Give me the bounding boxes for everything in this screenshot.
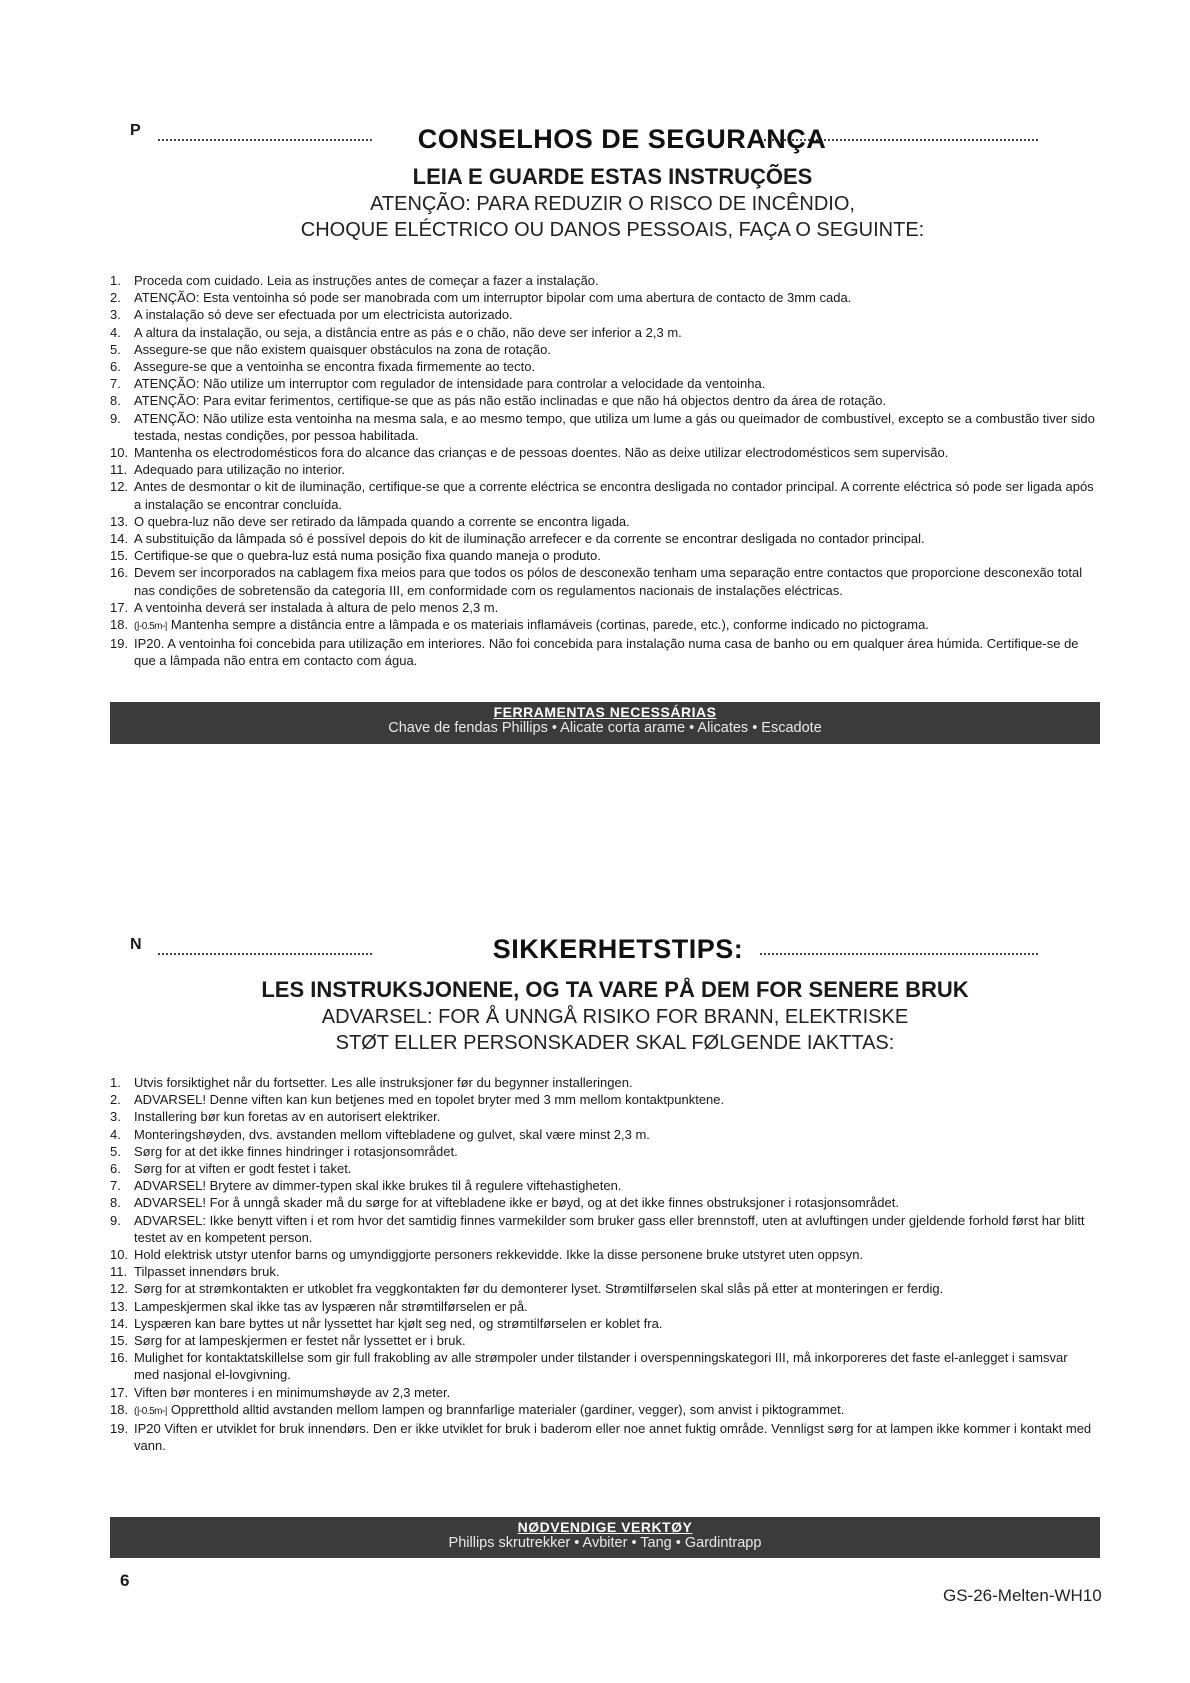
item-number: 14. — [110, 531, 129, 547]
warning-line-2: STØT ELLER PERSONSKADER SKAL FØLGENDE IAKTTAS: — [335, 1032, 895, 1054]
item-number: 16. — [110, 1350, 129, 1366]
item-text: ADVARSEL: Ikke benytt viften i et rom hvor det samtidig finnes varmekilder som bruker gass eller brennstoff, uten at avluftingen under gjeldende forhold først har blitt testet av en kompetent person. — [134, 1212, 1085, 1245]
tools-list: Phillips skrutrekker • Avbiter • Tang • Gardintrapp — [448, 1535, 762, 1551]
item-text: Sørg for at lampeskjermen er festet når lyssettet er i bruk. — [134, 1333, 466, 1349]
item-number: 18. — [110, 617, 129, 633]
tools-title: FERRAMENTAS NECESSÁRIAS — [493, 704, 717, 720]
list-item — [110, 1298, 1095, 1315]
item-number: 4. — [110, 324, 121, 340]
distance-pictogram-icon: (|-0.5m-| — [134, 1405, 167, 1417]
item-number: 14. — [110, 1315, 129, 1331]
section-title-pt: CONSELHOS DE SEGURANÇA — [417, 124, 827, 154]
distance-pictogram-icon: (|-0.5m-| — [134, 621, 167, 633]
item-text: ATENÇÃO: Esta ventoinha só pode ser manobrada com um interruptor bipolar com uma abertura de contacto de 3mm cada. — [134, 290, 852, 306]
language-code-pt: P — [130, 122, 141, 139]
item-text: IP20. A ventoinha foi concebida para utilização em interiores. Não foi concebida para instalação numa casa de banho ou em qualquer área húmida. Certifique-se de que a lâmpada não entra em contacto com água. — [134, 636, 1079, 669]
item-number: 12. — [110, 1281, 129, 1297]
item-number: 10. — [110, 445, 129, 461]
item-number: 3. — [110, 1109, 121, 1125]
list-item — [110, 1263, 1095, 1280]
list-item — [110, 306, 1095, 323]
document-code: GS-26-Melten-WH10 — [943, 1586, 1102, 1605]
item-number: 16. — [110, 565, 129, 581]
tools-bar-pt — [110, 702, 1100, 744]
list-item — [110, 375, 1095, 392]
warning-line-2: CHOQUE ELÉCTRICO OU DANOS PESSOAIS, FAÇA O SEGUINTE: — [300, 219, 925, 241]
item-text: Tilpasset innendørs bruk. — [134, 1264, 280, 1280]
item-text: Mulighet for kontaktatskillelse som gir full frakobling av alle strømpoler under tilstander i overspenningskategori III, må inkorporeres det faste el-anlegget i samsvar med nasjonal el-lovgivning. — [134, 1350, 1068, 1383]
list-item — [110, 1160, 1095, 1177]
list-item — [110, 1194, 1095, 1211]
section-title-no: SIKKERHETSTIPS: — [492, 934, 744, 964]
item-text: Sørg for at strømkontakten er utkoblet fra veggkontakten før du demonterer lyset. Strømtilførselen skal slås på etter at monteringen er ferdig. — [134, 1281, 944, 1297]
list-item — [110, 1143, 1095, 1160]
list-item — [110, 513, 1095, 530]
item-text: Adequado para utilização no interior. — [134, 462, 346, 478]
list-item — [110, 1280, 1095, 1297]
item-number: 6. — [110, 1161, 121, 1177]
item-text: Installering bør kun foretas av en autorisert elektriker. — [134, 1109, 441, 1125]
list-item — [110, 547, 1095, 564]
item-text: Lampeskjermen skal ikke tas av lyspæren når strømtilførselen er på. — [134, 1298, 528, 1314]
list-item — [110, 289, 1095, 306]
safety-list-pt — [110, 272, 1095, 670]
item-number: 15. — [110, 1333, 129, 1349]
item-text: ATENÇÃO: Não utilize esta ventoinha na mesma sala, e ao mesmo tempo, que utiliza um lume a gás ou queimador de combustível, excepto se a combustão tiver sido testada, nestas condições, por pessoa habilitada. — [134, 410, 1095, 443]
language-code-no: N — [130, 936, 142, 953]
item-number: 19. — [110, 636, 129, 652]
list-item — [110, 616, 1095, 635]
item-text: A instalação só deve ser efectuada por um electricista autorizado. — [134, 307, 513, 323]
item-number: 10. — [110, 1247, 129, 1263]
item-text: A altura da instalação, ou seja, a distância entre as pás e o chão, não deve ser inferior a 2,3 m. — [134, 324, 682, 340]
subtitle: LES INSTRUKSJONENE, OG TA VARE PÅ DEM FOR SENERE BRUK — [261, 977, 969, 1002]
item-number: 4. — [110, 1126, 121, 1142]
page-number: 6 — [120, 1571, 130, 1590]
item-text: ADVARSEL! Denne viften kan kun betjenes med en topolet bryter med 3 mm mellom kontaktpunktene. — [134, 1092, 725, 1108]
list-item — [110, 1349, 1095, 1383]
list-item — [110, 1108, 1095, 1125]
item-number: 7. — [110, 376, 121, 392]
tools-bar-no — [110, 1517, 1100, 1558]
item-number: 8. — [110, 1195, 121, 1211]
item-text: ATENÇÃO: Para evitar ferimentos, certifique-se que as pás não estão inclinadas e que não há objectos dentro da área de rotação. — [134, 393, 887, 409]
subheading-no — [0, 976, 1190, 1056]
list-item — [110, 635, 1095, 669]
item-number: 11. — [110, 462, 128, 478]
list-item — [110, 1212, 1095, 1246]
list-item — [110, 1091, 1095, 1108]
item-number: 17. — [110, 1384, 129, 1400]
list-item — [110, 358, 1095, 375]
item-text: O quebra-luz não deve ser retirado da lâmpada quando a corrente se encontra ligada. — [134, 513, 630, 529]
list-item — [110, 1177, 1095, 1194]
item-text: A ventoinha deverá ser instalada à altura de pelo menos 2,3 m. — [134, 599, 499, 615]
item-text: ATENÇÃO: Não utilize um interruptor com regulador de intensidade para controlar a velocidade da ventoinha. — [134, 376, 766, 392]
item-text: Assegure-se que a ventoinha se encontra fixada firmemente ao tecto. — [134, 359, 536, 375]
item-number: 1. — [110, 1075, 121, 1090]
item-text: Lyspæren kan bare byttes ut når lyssettet har kjølt seg ned, og strømtilførselen er koblet fra. — [134, 1315, 663, 1331]
tools-list: Chave de fendas Phillips • Alicate corta arame • Alicates • Escadote — [388, 720, 822, 736]
list-item — [110, 410, 1095, 444]
item-number: 3. — [110, 307, 121, 323]
item-text: Utvis forsiktighet når du fortsetter. Les alle instruksjoner før du begynner installeringen. — [134, 1075, 633, 1090]
warning-line-1: ATENÇÃO: PARA REDUZIR O RISCO DE INCÊNDIO, — [370, 193, 855, 215]
list-item — [110, 1315, 1095, 1332]
item-text: A substituição da lâmpada só é possível depois do kit de iluminação arrefecer e da corrente se encontrar desligada no contador principal. — [134, 531, 925, 547]
item-text: Oppretthold alltid avstanden mellom lampen og brannfarlige materialer (gardiner, vegger), som anvist i piktogrammet. — [170, 1401, 845, 1417]
safety-list-no — [110, 1074, 1095, 1454]
item-text: Sørg for at viften er godt festet i taket. — [134, 1161, 352, 1177]
item-number: 18. — [110, 1401, 129, 1417]
item-number: 12. — [110, 479, 129, 495]
list-item — [110, 1332, 1095, 1349]
item-text: Mantenha os electrodomésticos fora do alcance das crianças e de pessoas doentes. Não as deixe utilizar electrodomésticos sem supervisão. — [134, 445, 949, 461]
warning-line-1: ADVARSEL: FOR Å UNNGÅ RISIKO FOR BRANN, ELEKTRISKE — [321, 1006, 909, 1028]
item-text: Proceda com cuidado. Leia as instruções antes de começar a fazer a instalação. — [134, 273, 599, 288]
item-number: 9. — [110, 1212, 121, 1228]
list-item — [110, 564, 1095, 598]
item-text: IP20 Viften er utviklet for bruk innendørs. Den er ikke utviklet for bruk i baderom eller noe annet fuktig område. Vennligst sørg for at lampen ikke kommer i kontakt med vann. — [134, 1421, 1092, 1454]
item-number: 5. — [110, 341, 121, 357]
item-number: 2. — [110, 1092, 121, 1108]
item-text: Assegure-se que não existem quaisquer obstáculos na zona de rotação. — [134, 341, 551, 357]
item-number: 7. — [110, 1178, 121, 1194]
list-item — [110, 392, 1095, 409]
item-text: Antes de desmontar o kit de iluminação, certifique-se que a corrente eléctrica se encontra desligada no contador principal. A corrente eléctrica só pode ser ligada após a instalação se encontrar concluída. — [134, 479, 1094, 512]
list-item — [110, 1401, 1095, 1420]
subheading-pt — [0, 163, 1190, 243]
item-text: Monteringshøyden, dvs. avstanden mellom viftebladene og gulvet, skal være minst 2,3 m. — [134, 1126, 650, 1142]
list-item — [110, 1384, 1095, 1401]
item-number: 1. — [110, 273, 121, 288]
item-number: 13. — [110, 513, 129, 529]
item-number: 17. — [110, 599, 129, 615]
list-item — [110, 1074, 1095, 1091]
item-text: Devem ser incorporados na cablagem fixa meios para que todos os pólos de desconexão tenham uma separação entre contactos que proporcione desconexão total nas condições de sobretensão da categoria III, em conformidade com os regulamentos nacionais de instalações eléctricas. — [134, 565, 1083, 598]
item-text: Mantenha sempre a distância entre a lâmpada e os materiais inflamáveis (cortinas, parede, etc.), conforme indicado no pictograma. — [170, 617, 929, 633]
list-item — [110, 1420, 1095, 1454]
item-number: 8. — [110, 393, 121, 409]
item-text: ADVARSEL! Brytere av dimmer-typen skal ikke brukes til å regulere viftehastigheten. — [134, 1178, 622, 1194]
item-number: 11. — [110, 1264, 128, 1280]
list-item — [110, 461, 1095, 478]
item-text: Sørg for at det ikke finnes hindringer i rotasjonsområdet. — [134, 1143, 458, 1159]
item-text: Certifique-se que o quebra-luz está numa posição fixa quando maneja o produto. — [134, 548, 601, 564]
item-number: 2. — [110, 290, 121, 306]
list-item — [110, 341, 1095, 358]
tools-title: NØDVENDIGE VERKTØY — [517, 1519, 693, 1535]
item-number: 19. — [110, 1421, 129, 1437]
list-item — [110, 272, 1095, 289]
item-text: ADVARSEL! For å unngå skader må du sørge for at viftebladene ikke er bøyd, og at det ikke finnes obstruksjoner i rotasjonsområdet. — [134, 1195, 899, 1211]
list-item — [110, 1246, 1095, 1263]
item-text: Viften bør monteres i en minimumshøyde av 2,3 meter. — [134, 1384, 451, 1400]
list-item — [110, 1126, 1095, 1143]
item-number: 5. — [110, 1143, 121, 1159]
list-item — [110, 599, 1095, 616]
list-item — [110, 530, 1095, 547]
item-number: 6. — [110, 359, 121, 375]
subtitle: LEIA E GUARDE ESTAS INSTRUÇÕES — [412, 164, 813, 189]
item-number: 9. — [110, 410, 121, 426]
list-item — [110, 324, 1095, 341]
item-number: 15. — [110, 548, 129, 564]
item-text: Hold elektrisk utstyr utenfor barns og umyndiggjorte personers rekkevidde. Ikke la disse personene bruke utstyret uten oppsyn. — [134, 1247, 864, 1263]
item-number: 13. — [110, 1298, 129, 1314]
list-item — [110, 478, 1095, 512]
list-item — [110, 444, 1095, 461]
